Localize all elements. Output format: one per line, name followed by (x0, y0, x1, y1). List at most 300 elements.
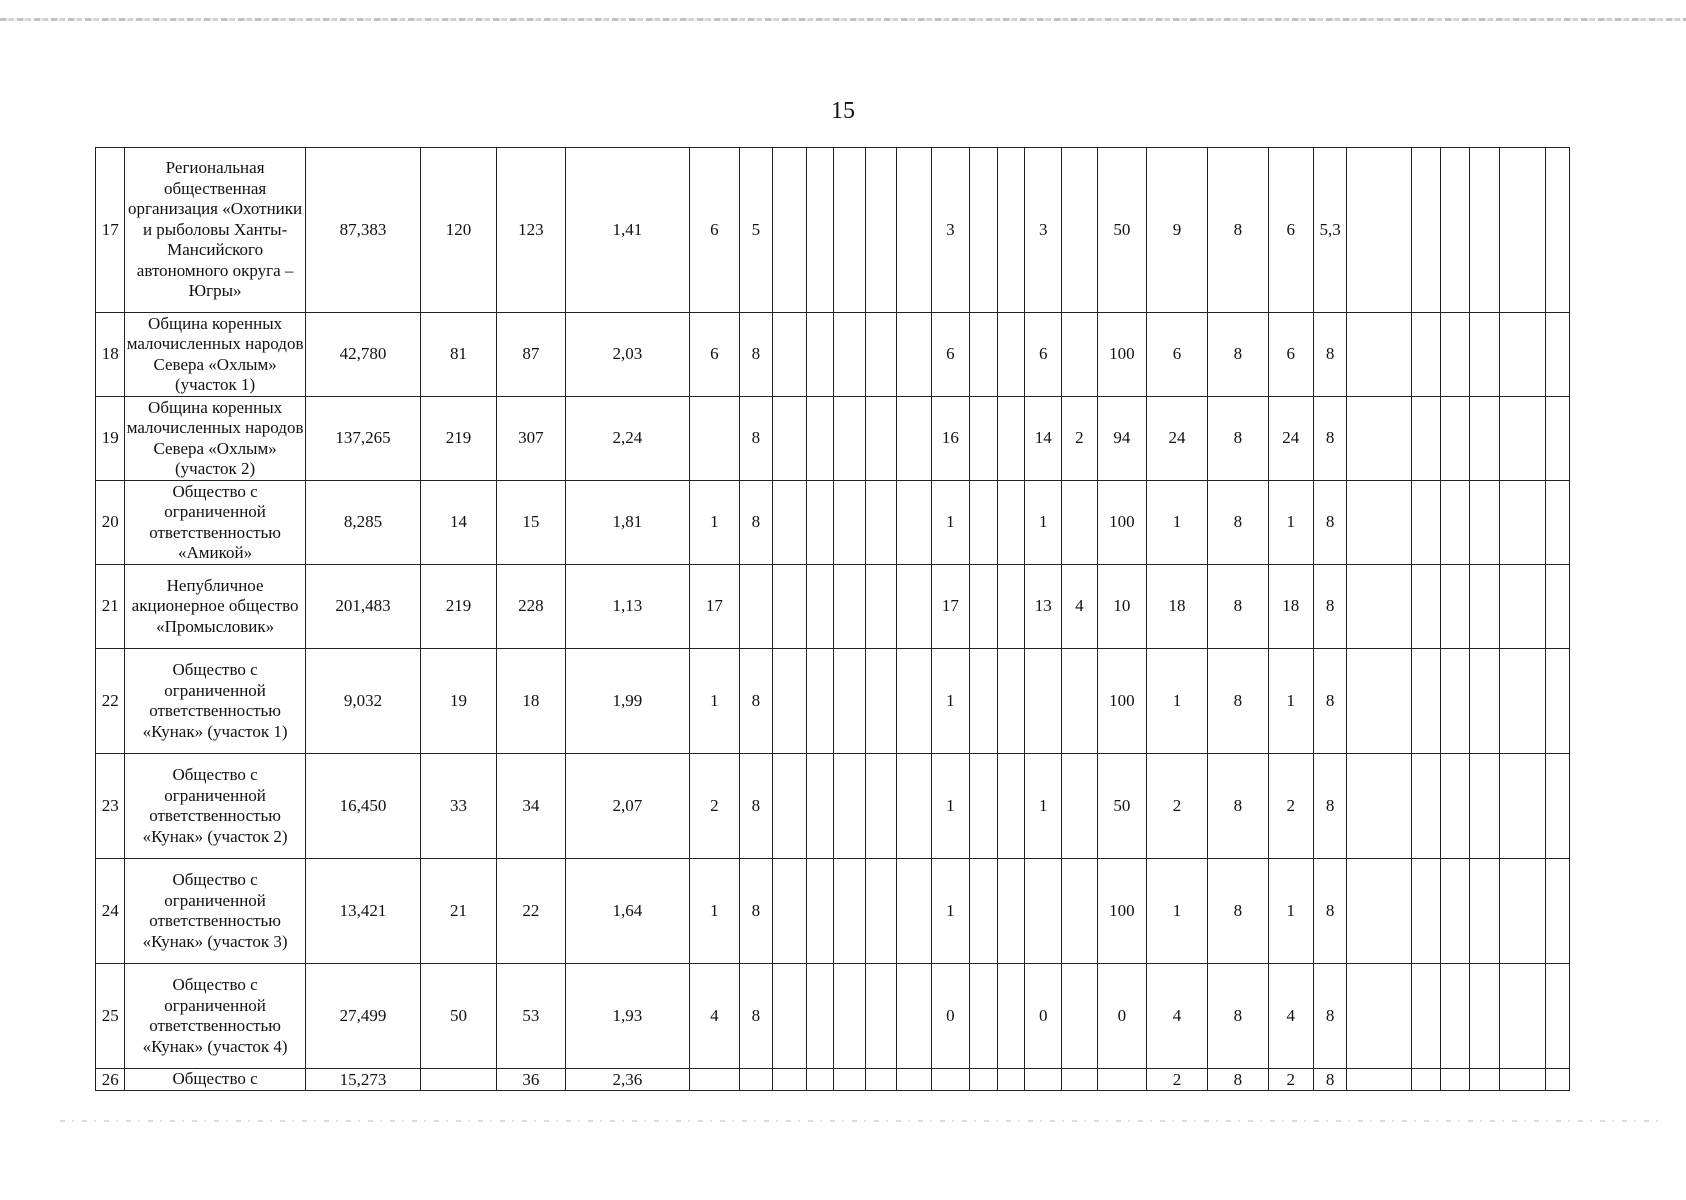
table-cell: 2,36 (565, 1069, 689, 1091)
table-cell: 307 (496, 397, 565, 481)
table-cell (1062, 313, 1098, 397)
table-cell: 2,24 (565, 397, 689, 481)
table-cell (1412, 313, 1440, 397)
table-cell: 9,032 (305, 649, 420, 754)
table-cell (772, 397, 807, 481)
table-cell: 13,421 (305, 859, 420, 964)
table-cell (740, 1069, 773, 1091)
table-cell (772, 565, 807, 649)
table-cell: 8 (1207, 148, 1268, 313)
row-number-cell: 20 (96, 481, 125, 565)
row-number-cell: 25 (96, 964, 125, 1069)
table-row (96, 649, 1570, 754)
table-cell: 2 (1268, 754, 1313, 859)
table-cell: 8 (1207, 649, 1268, 754)
table-cell (1347, 313, 1412, 397)
table-cell (865, 481, 896, 565)
table-cell: 19 (421, 649, 497, 754)
table-cell (1440, 397, 1469, 481)
table-cell (897, 964, 932, 1069)
table-cell (897, 481, 932, 565)
table-cell: 87,383 (305, 148, 420, 313)
table-cell (897, 148, 932, 313)
table-cell (1545, 148, 1569, 313)
table-cell (969, 964, 997, 1069)
organization-name-cell: Общество с ограниченной ответственностью «Кунак» (участок 3) (125, 859, 305, 964)
table-cell: 2 (1147, 754, 1208, 859)
table-cell: 18 (1268, 565, 1313, 649)
table-cell (1062, 859, 1098, 964)
organization-name-cell: Общество с ограниченной ответственностью «Кунак» (участок 4) (125, 964, 305, 1069)
table-cell: 8 (1313, 397, 1347, 481)
table-cell: 1 (932, 481, 970, 565)
data-table (95, 147, 1570, 1091)
table-cell (1062, 754, 1098, 859)
row-number-cell: 22 (96, 649, 125, 754)
table-cell (1470, 1069, 1499, 1091)
table-cell: 1 (1025, 754, 1062, 859)
table-row (96, 565, 1570, 649)
table-cell (1470, 649, 1499, 754)
table-cell: 87 (496, 313, 565, 397)
table-cell: 8 (740, 964, 773, 1069)
table-cell: 8 (740, 649, 773, 754)
table-cell (689, 397, 739, 481)
table-cell: 1 (1268, 859, 1313, 964)
table-cell (1440, 859, 1469, 964)
table-cell (1545, 649, 1569, 754)
table-cell (998, 754, 1025, 859)
table-cell (998, 1069, 1025, 1091)
table-cell: 3 (932, 148, 970, 313)
table-cell: 50 (1097, 754, 1146, 859)
table-cell (1545, 754, 1569, 859)
table-cell: 8 (1313, 481, 1347, 565)
table-cell: 0 (932, 964, 970, 1069)
table-cell: 1 (1268, 649, 1313, 754)
table-cell: 8 (740, 859, 773, 964)
row-number-cell: 18 (96, 313, 125, 397)
table-cell: 1 (1147, 859, 1208, 964)
table-cell: 10 (1097, 565, 1146, 649)
table-cell (1347, 754, 1412, 859)
table-cell: 123 (496, 148, 565, 313)
table-cell (865, 565, 896, 649)
table-body (96, 148, 1570, 1091)
row-number-cell: 26 (96, 1069, 125, 1091)
organization-name-cell: Региональная общественная организация «Охотники и рыболовы Ханты-Мансийского автономного округа – Югры» (125, 148, 305, 313)
table-cell (1062, 649, 1098, 754)
table-cell (740, 565, 773, 649)
table-cell (772, 754, 807, 859)
table-cell: 100 (1097, 313, 1146, 397)
table-cell: 100 (1097, 481, 1146, 565)
table-cell (1412, 1069, 1440, 1091)
table-cell: 219 (421, 397, 497, 481)
row-number-cell: 19 (96, 397, 125, 481)
table-cell: 1,41 (565, 148, 689, 313)
table-cell (897, 754, 932, 859)
table-cell: 1 (1025, 481, 1062, 565)
row-number-cell: 17 (96, 148, 125, 313)
table-cell: 100 (1097, 649, 1146, 754)
table-cell (1097, 1069, 1146, 1091)
table-cell: 8 (1207, 397, 1268, 481)
table-row (96, 964, 1570, 1069)
table-cell: 18 (496, 649, 565, 754)
table-cell (1412, 649, 1440, 754)
table-cell: 8 (740, 754, 773, 859)
table-cell: 8 (1207, 1069, 1268, 1091)
table-cell: 8 (1313, 754, 1347, 859)
table-cell (865, 754, 896, 859)
table-cell (1545, 859, 1569, 964)
table-cell: 8 (1207, 859, 1268, 964)
table-cell (998, 313, 1025, 397)
table-cell (807, 649, 834, 754)
table-cell: 1 (1147, 649, 1208, 754)
table-cell (998, 148, 1025, 313)
table-cell (1440, 481, 1469, 565)
table-cell (1347, 148, 1412, 313)
table-cell: 42,780 (305, 313, 420, 397)
table-cell (834, 397, 865, 481)
table-cell (1545, 397, 1569, 481)
table-cell (834, 313, 865, 397)
table-cell (834, 565, 865, 649)
row-number-cell: 23 (96, 754, 125, 859)
table-cell: 120 (421, 148, 497, 313)
table-cell: 8 (1313, 565, 1347, 649)
page-number: 15 (831, 98, 855, 124)
table-cell: 22 (496, 859, 565, 964)
table-cell: 13 (1025, 565, 1062, 649)
table-cell (1499, 148, 1545, 313)
table-cell: 6 (689, 148, 739, 313)
table-cell: 8,285 (305, 481, 420, 565)
table-cell: 6 (1268, 148, 1313, 313)
table-cell: 17 (689, 565, 739, 649)
table-cell (807, 481, 834, 565)
table-cell (1347, 565, 1412, 649)
table-cell (834, 148, 865, 313)
table-cell (998, 859, 1025, 964)
table-cell: 8 (1207, 313, 1268, 397)
table-cell (1470, 148, 1499, 313)
table-cell: 2 (689, 754, 739, 859)
table-cell (1499, 859, 1545, 964)
table-cell (969, 1069, 997, 1091)
table-row (96, 754, 1570, 859)
table-cell (897, 649, 932, 754)
table-cell: 8 (740, 397, 773, 481)
table-cell: 36 (496, 1069, 565, 1091)
table-cell (897, 397, 932, 481)
table-cell (1440, 754, 1469, 859)
table-cell (1545, 964, 1569, 1069)
table-cell: 24 (1147, 397, 1208, 481)
table-cell (807, 859, 834, 964)
table-row (96, 313, 1570, 397)
table-cell (772, 313, 807, 397)
table-cell: 201,483 (305, 565, 420, 649)
table-cell: 1 (932, 754, 970, 859)
table-cell (1347, 481, 1412, 565)
table-cell (772, 859, 807, 964)
table-cell (807, 313, 834, 397)
table-cell (834, 754, 865, 859)
table-cell (1025, 1069, 1062, 1091)
table-cell: 1 (932, 649, 970, 754)
row-number-cell: 24 (96, 859, 125, 964)
table-cell: 1,13 (565, 565, 689, 649)
table-cell: 2,03 (565, 313, 689, 397)
table-cell (1545, 313, 1569, 397)
table-row (96, 148, 1570, 313)
table-cell: 0 (1025, 964, 1062, 1069)
table-cell (865, 148, 896, 313)
table-cell (1545, 481, 1569, 565)
table-cell (807, 964, 834, 1069)
table-row (96, 859, 1570, 964)
table-cell (1347, 649, 1412, 754)
table-cell (1440, 148, 1469, 313)
table-cell (834, 481, 865, 565)
table-cell: 5,3 (1313, 148, 1347, 313)
table-cell (1499, 397, 1545, 481)
table-cell (897, 565, 932, 649)
table-cell (865, 397, 896, 481)
organization-name-cell: Общество с ограниченной ответственностью «Кунак» (участок 2) (125, 754, 305, 859)
table-cell (807, 148, 834, 313)
table-cell (1499, 1069, 1545, 1091)
organization-name-cell: Непубличное акционерное общество «Промысловик» (125, 565, 305, 649)
table-cell (969, 859, 997, 964)
table-cell (1499, 649, 1545, 754)
table-cell (1470, 481, 1499, 565)
table-cell: 8 (1313, 964, 1347, 1069)
table-cell: 1 (1147, 481, 1208, 565)
table-cell (1440, 964, 1469, 1069)
table-cell: 33 (421, 754, 497, 859)
table-cell (1499, 565, 1545, 649)
organization-name-cell: Община коренных малочисленных народов Севера «Охлым» (участок 2) (125, 397, 305, 481)
table-cell (1062, 148, 1098, 313)
table-cell (998, 649, 1025, 754)
table-cell: 0 (1097, 964, 1146, 1069)
table-cell: 1 (689, 481, 739, 565)
table-cell (1470, 964, 1499, 1069)
table-cell (1440, 565, 1469, 649)
table-cell: 17 (932, 565, 970, 649)
table-cell (772, 964, 807, 1069)
table-cell: 8 (1207, 754, 1268, 859)
table-cell: 16 (932, 397, 970, 481)
table-cell: 5 (740, 148, 773, 313)
table-cell: 16,450 (305, 754, 420, 859)
table-cell: 4 (1147, 964, 1208, 1069)
table-cell: 8 (1207, 964, 1268, 1069)
table-cell: 6 (932, 313, 970, 397)
table-cell (807, 397, 834, 481)
table-cell (969, 148, 997, 313)
table-cell (998, 565, 1025, 649)
table-cell: 4 (1268, 964, 1313, 1069)
table-cell: 1 (689, 859, 739, 964)
table-cell (865, 313, 896, 397)
table-cell (1062, 964, 1098, 1069)
table-cell (865, 859, 896, 964)
table-cell: 6 (689, 313, 739, 397)
table-cell: 9 (1147, 148, 1208, 313)
table-cell (1545, 1069, 1569, 1091)
table-cell (969, 397, 997, 481)
table-cell (969, 649, 997, 754)
table-cell: 27,499 (305, 964, 420, 1069)
table-cell: 2,07 (565, 754, 689, 859)
table-cell: 14 (421, 481, 497, 565)
table-cell (1412, 964, 1440, 1069)
table-cell: 6 (1025, 313, 1062, 397)
table-cell (865, 964, 896, 1069)
table-cell (807, 754, 834, 859)
table-cell (1545, 565, 1569, 649)
table-row (96, 481, 1570, 565)
table-cell (1347, 964, 1412, 1069)
table-cell: 8 (1313, 1069, 1347, 1091)
table-cell: 100 (1097, 859, 1146, 964)
table-cell (1499, 313, 1545, 397)
table-cell: 18 (1147, 565, 1208, 649)
table-cell (865, 1069, 896, 1091)
table-cell (807, 565, 834, 649)
table-cell (969, 565, 997, 649)
table-cell (1025, 859, 1062, 964)
organization-name-cell: Община коренных малочисленных народов Севера «Охлым» (участок 1) (125, 313, 305, 397)
scan-edge-top (0, 18, 1686, 21)
table-cell (969, 313, 997, 397)
table-row (96, 397, 1570, 481)
table-cell: 8 (1313, 649, 1347, 754)
table-cell (772, 148, 807, 313)
table-cell (865, 649, 896, 754)
table-cell (969, 754, 997, 859)
table-cell: 15,273 (305, 1069, 420, 1091)
table-cell: 228 (496, 565, 565, 649)
table-cell: 1,81 (565, 481, 689, 565)
table-cell (897, 859, 932, 964)
table-cell (1412, 397, 1440, 481)
table-cell (1347, 859, 1412, 964)
table-cell (897, 313, 932, 397)
table-cell: 219 (421, 565, 497, 649)
table-cell: 1 (932, 859, 970, 964)
scan-edge-bottom (60, 1120, 1660, 1122)
table-cell (772, 649, 807, 754)
table-cell (421, 1069, 497, 1091)
table-cell: 4 (1062, 565, 1098, 649)
table-cell (1470, 397, 1499, 481)
table-cell (1062, 1069, 1098, 1091)
table-cell: 50 (421, 964, 497, 1069)
table-cell (689, 1069, 739, 1091)
table-cell: 4 (689, 964, 739, 1069)
table-cell (1470, 313, 1499, 397)
table-cell: 1 (1268, 481, 1313, 565)
table-cell: 3 (1025, 148, 1062, 313)
table-cell (1347, 397, 1412, 481)
table-cell: 2 (1062, 397, 1098, 481)
table-cell (834, 649, 865, 754)
table-cell (1440, 1069, 1469, 1091)
table-cell (1470, 565, 1499, 649)
table-cell (834, 964, 865, 1069)
table-cell: 14 (1025, 397, 1062, 481)
table-cell: 53 (496, 964, 565, 1069)
table-row (96, 1069, 1570, 1091)
organization-name-cell: Общество с ограниченной ответственностью «Амикой» (125, 481, 305, 565)
table-cell: 1,99 (565, 649, 689, 754)
table-cell: 1 (689, 649, 739, 754)
table-cell (1499, 754, 1545, 859)
table-cell (1499, 481, 1545, 565)
table-cell (1412, 481, 1440, 565)
table-cell (1499, 964, 1545, 1069)
table-cell (1440, 313, 1469, 397)
table-cell: 94 (1097, 397, 1146, 481)
table-cell (998, 964, 1025, 1069)
table-cell (1470, 859, 1499, 964)
table-cell (1412, 754, 1440, 859)
table-cell (969, 481, 997, 565)
table-cell: 2 (1268, 1069, 1313, 1091)
table-cell: 137,265 (305, 397, 420, 481)
table-cell: 8 (1207, 481, 1268, 565)
organization-name-cell: Общество с (125, 1069, 305, 1091)
table-cell: 50 (1097, 148, 1146, 313)
table-cell (1412, 148, 1440, 313)
table-cell: 1,93 (565, 964, 689, 1069)
table-cell: 8 (740, 481, 773, 565)
table-cell (1470, 754, 1499, 859)
table-cell (1412, 859, 1440, 964)
table-cell (932, 1069, 970, 1091)
table-cell: 21 (421, 859, 497, 964)
table-cell (1025, 649, 1062, 754)
table-cell (1347, 1069, 1412, 1091)
table-cell (772, 481, 807, 565)
table-cell (1062, 481, 1098, 565)
table-cell: 24 (1268, 397, 1313, 481)
table-cell: 1,64 (565, 859, 689, 964)
table-cell: 6 (1147, 313, 1208, 397)
table-cell: 8 (740, 313, 773, 397)
table-cell (834, 1069, 865, 1091)
table-cell: 81 (421, 313, 497, 397)
table-cell: 8 (1313, 313, 1347, 397)
table-cell (897, 1069, 932, 1091)
table-cell (772, 1069, 807, 1091)
table-cell: 2 (1147, 1069, 1208, 1091)
table-cell (1412, 565, 1440, 649)
table-cell (1440, 649, 1469, 754)
organization-name-cell: Общество с ограниченной ответственностью «Кунак» (участок 1) (125, 649, 305, 754)
table-cell (834, 859, 865, 964)
table-cell: 6 (1268, 313, 1313, 397)
table-cell: 34 (496, 754, 565, 859)
table-cell: 15 (496, 481, 565, 565)
row-number-cell: 21 (96, 565, 125, 649)
